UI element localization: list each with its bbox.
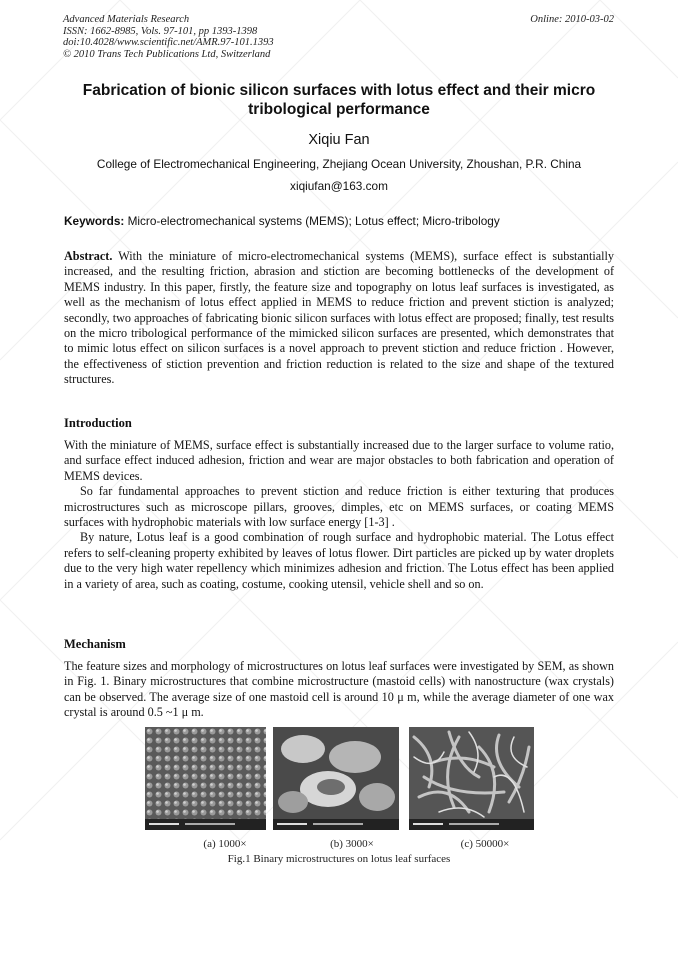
intro-paragraph-1: With the miniature of MEMS, surface effect is substantially increased due to the larger surface to volume ratio, and surface effect induced adhesion, friction and wear are major obstacles to both fabrication and operation of MEMS devices. <box>64 438 614 483</box>
abstract-label: Abstract. <box>64 249 113 263</box>
figure-caption: Fig.1 Binary microstructures on lotus leaf surfaces <box>227 853 451 865</box>
subcaption-c: (c) 50000× <box>460 838 510 850</box>
author-email: xiqiufan@163.com <box>290 179 388 193</box>
intro-paragraph-3: By nature, Lotus leaf is a good combination of rough surface and hydrophobic material. The Lotus effect refers to self-cleaning property exhibited by leaves of lotus flower. Dirt particles are picked up by water droplets due to the very high water repellency which minimizes adhesion and friction. The Lotus effect has been applied in a variety of area, such as coating, costume, cooking utensil, vehicle shell and so on. <box>64 530 614 591</box>
intro-paragraph-2: So far fundamental approaches to prevent stiction and reduce friction is either texturing that produces microstructures such as microscope pillars, grooves, dimples, etc on MEMS surfaces, or coating MEMS surfaces with hydrophobic materials with low surface energy [1-3] . <box>64 484 614 530</box>
author-name: Xiqiu Fan <box>308 132 370 148</box>
sem-image-b <box>273 727 399 830</box>
keywords-label: Keywords: <box>64 214 125 228</box>
abstract-section <box>64 249 614 388</box>
paper-title <box>64 81 614 119</box>
mechanism-heading: Mechanism <box>64 637 126 651</box>
doi-line: doi:10.4028/www.scientific.net/AMR.97-101.1393 <box>63 37 274 48</box>
introduction-body <box>64 438 614 592</box>
copyright-line: © 2010 Trans Tech Publications Ltd, Switzerland <box>63 48 271 60</box>
introduction-heading: Introduction <box>64 416 132 430</box>
subcaption-b: (b) 3000× <box>330 838 374 850</box>
title-line-1: Fabrication of bionic silicon surfaces with lotus effect and their micro <box>82 82 596 99</box>
mechanism-body <box>64 659 614 721</box>
title-line-2: tribological performance <box>248 101 430 118</box>
mechanism-paragraph-1: The feature sizes and morphology of microstructures on lotus leaf surfaces were investigated by SEM, as shown in Fig. 1. Binary microstructures that combine microstructure (mastoid cells) with nanostructure (wax crystals) can be observed. The average size of one mastoid cell is around 10 μ m, while the average diameter of one wax crystal is around 0.5 ~1 μ m. <box>64 659 614 720</box>
keywords-text: Micro-electromechanical systems (MEMS); Lotus effect; Micro-tribology <box>124 214 500 228</box>
keywords-line <box>64 214 614 228</box>
journal-name: Advanced Materials Research <box>63 14 190 25</box>
affiliation: College of Electromechanical Engineering, Zhejiang Ocean University, Zhoushan, P.R. China <box>96 157 582 171</box>
sem-image-a <box>145 727 266 830</box>
abstract-text: With the miniature of micro-electromechanical systems (MEMS), surface effect is substantially increased, and the resulting friction, abrasion and stiction are becoming bottlenecks of the development of MEMS industry. In this paper, firstly, the feature size and topography on lotus leaf surfaces is investigated, as well as the mechanism of lotus effect applied in MEMS to reduce friction and prevent stiction is analyzed; secondly, two approaches of fabricating bionic silicon surfaces with lotus effect are proposed; finally, test results on the micro tribological performance of the mimicked silicon surfaces are presented, which demonstrates that to mimic lotus effect on silicon surfaces is a novel approach to prevent stiction and reduce friction . However, the effectiveness of stiction prevention and friction reduction is related to the size and shape of the textured structures. <box>64 249 614 387</box>
issn-line: ISSN: 1662-8985, Vols. 97-101, pp 1393-1398 <box>63 25 258 37</box>
journal-header <box>63 14 274 60</box>
figure-1 <box>0 727 678 831</box>
online-date: Online: 2010-03-02 <box>530 14 614 25</box>
sem-image-c <box>409 727 534 830</box>
subcaption-a: (a) 1000× <box>203 838 247 850</box>
